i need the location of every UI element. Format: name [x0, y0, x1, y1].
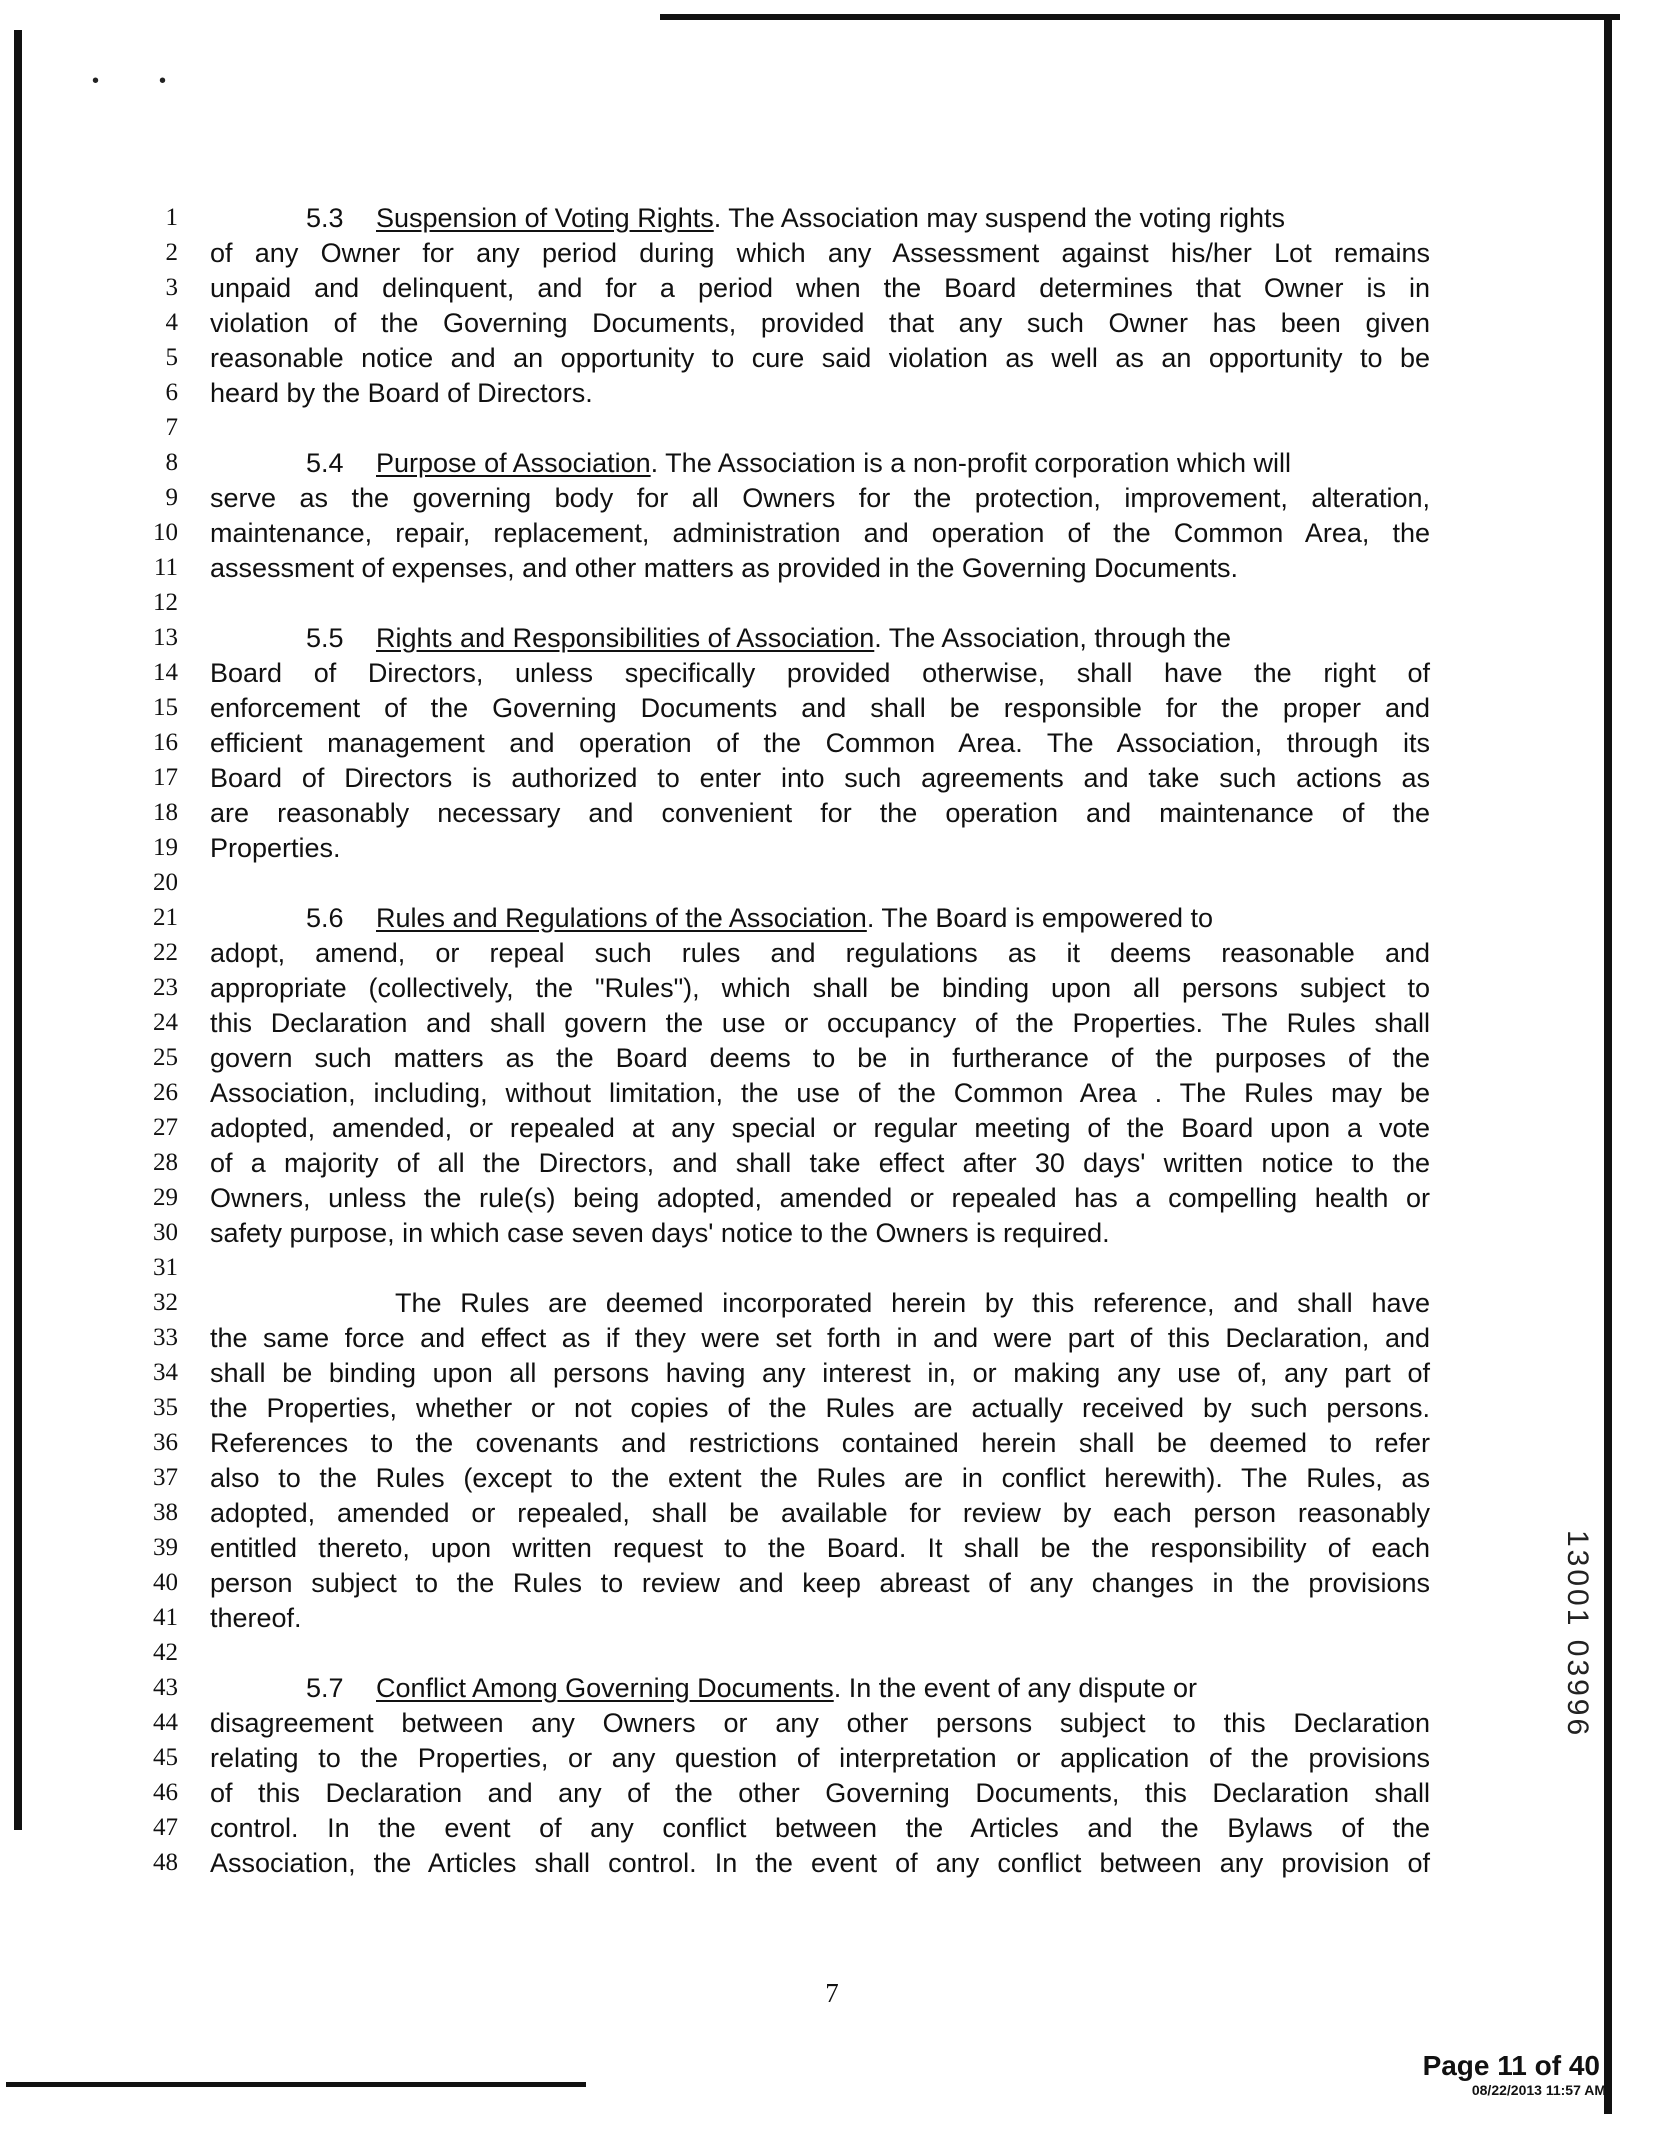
line-number: 34: [153, 1359, 178, 1386]
line-number: 21: [153, 904, 178, 931]
side-stamp-text: 13001 03996: [1561, 1530, 1594, 1739]
line-number: 45: [153, 1744, 178, 1771]
line-number: 47: [153, 1814, 178, 1841]
body-text-line: entitled thereto, upon written request to the Board. It shall be the responsibility of each: [210, 1533, 1430, 1563]
section-heading-line: [210, 900, 1430, 936]
document-line: [0, 1390, 1664, 1426]
document-line: [0, 655, 1664, 691]
line-number: 27: [153, 1114, 178, 1141]
line-number: 10: [153, 519, 178, 546]
line-number: 25: [153, 1044, 178, 1071]
line-number: 6: [165, 379, 178, 406]
side-stamp: [1561, 1530, 1604, 1790]
document-line: [0, 900, 1664, 936]
line-number: 44: [153, 1709, 178, 1736]
body-text-line: shall be binding upon all persons having any interest in, or making any use of, any part of: [210, 1358, 1430, 1388]
line-number: 19: [153, 834, 178, 861]
line-number: 40: [153, 1569, 178, 1596]
line-number: 24: [153, 1009, 178, 1036]
line-number: 26: [153, 1079, 178, 1106]
body-text-line: reasonable notice and an opportunity to cure said violation as well as an opportunity to be: [210, 343, 1430, 373]
line-number: 8: [165, 449, 178, 476]
section-title: Suspension of Voting Rights: [376, 203, 714, 233]
line-number: 31: [153, 1254, 178, 1281]
line-number: 22: [153, 939, 178, 966]
line-number: 46: [153, 1779, 178, 1806]
line-number: 12: [153, 589, 178, 616]
scan-border-bottom: [6, 2082, 586, 2087]
document-line: [0, 970, 1664, 1006]
document-line: [0, 935, 1664, 971]
section-title: Rules and Regulations of the Association: [376, 903, 867, 933]
section-lead-text: . The Association, through the: [874, 623, 1232, 653]
document-line: [0, 200, 1664, 236]
line-number: 20: [153, 869, 178, 896]
section-heading-line: [210, 445, 1430, 481]
body-text-line: appropriate (collectively, the "Rules"), which shall be binding upon all persons subject to: [210, 973, 1430, 1003]
section-heading-line: [210, 620, 1430, 656]
document-line: [0, 585, 1664, 621]
footer-page-label: Page 11 of 40: [1422, 2050, 1600, 2081]
document-line: [0, 1565, 1664, 1601]
document-line: [0, 1215, 1664, 1251]
line-number: 7: [165, 414, 178, 441]
body-text-line: assessment of expenses, and other matters as provided in the Governing Documents.: [210, 553, 1239, 583]
document-line: [0, 515, 1664, 551]
line-number: 3: [165, 274, 178, 301]
line-number: 16: [153, 729, 178, 756]
body-text-line: adopted, amended or repealed, shall be available for review by each person reasonably: [210, 1498, 1430, 1528]
line-number: 4: [165, 309, 178, 336]
document-line: [0, 410, 1664, 446]
document-line: [0, 270, 1664, 306]
footer-timestamp: 08/22/2013 11:57 AM: [1471, 2082, 1606, 2098]
line-number: 1: [165, 204, 178, 231]
document-line: [0, 550, 1664, 586]
document-line: [0, 830, 1664, 866]
document-line: [0, 305, 1664, 341]
line-number: 29: [153, 1184, 178, 1211]
body-text-line: this Declaration and shall govern the use or occupancy of the Properties. The Rules shall: [210, 1008, 1430, 1038]
body-text-line: Association, the Articles shall control. In the event of any conflict between any provision of: [210, 1848, 1430, 1878]
document-line: [0, 725, 1664, 761]
document-line: [0, 1355, 1664, 1391]
document-line: [0, 375, 1664, 411]
section-heading-line: [210, 200, 1430, 236]
line-number: 30: [153, 1219, 178, 1246]
body-text-line: of any Owner for any period during which any Assessment against his/her Lot remains: [210, 238, 1430, 268]
line-number: 28: [153, 1149, 178, 1176]
document-line: [0, 1320, 1664, 1356]
section-number: 5.4: [306, 448, 344, 478]
line-number: 15: [153, 694, 178, 721]
line-number: 32: [153, 1289, 178, 1316]
body-text-line: govern such matters as the Board deems to be in furtherance of the purposes of the: [210, 1043, 1430, 1073]
document-line: [0, 235, 1664, 271]
scan-border-top: [660, 14, 1620, 20]
body-text-line: Properties.: [210, 833, 341, 863]
line-number: 18: [153, 799, 178, 826]
document-line: [0, 1250, 1664, 1286]
document-line: [0, 1180, 1664, 1216]
section-title: Conflict Among Governing Documents: [376, 1673, 834, 1703]
document-line: [0, 1600, 1664, 1636]
document-line: [0, 1845, 1664, 1881]
line-number: 11: [153, 554, 178, 581]
body-text-line: disagreement between any Owners or any other persons subject to this Declaration: [210, 1708, 1430, 1738]
line-number: 48: [153, 1849, 178, 1876]
line-number: 9: [165, 484, 178, 511]
section-title: Purpose of Association: [376, 448, 651, 478]
section-number: 5.7: [306, 1673, 344, 1703]
body-text-line: efficient management and operation of the Common Area. The Association, through its: [210, 728, 1430, 758]
body-text-line: Owners, unless the rule(s) being adopted, amended or repealed has a compelling health or: [210, 1183, 1430, 1213]
document-line: [0, 1775, 1664, 1811]
line-number: 5: [165, 344, 178, 371]
body-text-line: are reasonably necessary and convenient for the operation and maintenance of the: [210, 798, 1430, 828]
line-number: 38: [153, 1499, 178, 1526]
body-text-line: enforcement of the Governing Documents and shall be responsible for the proper and: [210, 693, 1430, 723]
line-number: 23: [153, 974, 178, 1001]
section-lead-text: . The Association may suspend the voting rights: [713, 203, 1286, 233]
line-number: 33: [153, 1324, 178, 1351]
document-line: [0, 480, 1664, 516]
document-line: [0, 1040, 1664, 1076]
section-number: 5.3: [306, 203, 344, 233]
line-number: 42: [153, 1639, 178, 1666]
section-lead-text: . The Board is empowered to: [866, 903, 1214, 933]
section-heading-line: [210, 1670, 1430, 1706]
body-text-line: serve as the governing body for all Owners for the protection, improvement, alteration,: [210, 483, 1430, 513]
body-text-line: safety purpose, in which case seven days' notice to the Owners is required.: [210, 1218, 1110, 1248]
body-text-line: unpaid and delinquent, and for a period when the Board determines that Owner is in: [210, 273, 1430, 303]
body-text-line: References to the covenants and restrictions contained herein shall be deemed to refer: [210, 1428, 1430, 1458]
body-text-line: Board of Directors, unless specifically provided otherwise, shall have the right of: [210, 658, 1430, 688]
body-text-line: also to the Rules (except to the extent the Rules are in conflict herewith). The Rules, as: [210, 1463, 1430, 1493]
document-line: [0, 1810, 1664, 1846]
document-line: [0, 1670, 1664, 1706]
line-number: 37: [153, 1464, 178, 1491]
body-text-line: violation of the Governing Documents, provided that any such Owner has been given: [210, 308, 1430, 338]
document-line: [0, 1495, 1664, 1531]
body-text-line: adopt, amend, or repeal such rules and regulations as it deems reasonable and: [210, 938, 1430, 968]
body-text-line: Board of Directors is authorized to enter into such agreements and take such actions as: [210, 763, 1430, 793]
line-number: 43: [153, 1674, 178, 1701]
document-line: [0, 1075, 1664, 1111]
body-text-line: maintenance, repair, replacement, administration and operation of the Common Area, the: [210, 518, 1430, 548]
line-number: 2: [165, 239, 178, 266]
section-title: Rights and Responsibilities of Association: [376, 623, 875, 653]
section-number: 5.5: [306, 623, 344, 653]
document-line: [0, 620, 1664, 656]
line-number: 13: [153, 624, 178, 651]
document-line: [0, 1425, 1664, 1461]
document-line: [0, 865, 1664, 901]
body-text-line: heard by the Board of Directors.: [210, 378, 593, 408]
document-line: [0, 445, 1664, 481]
document-line: [0, 1460, 1664, 1496]
document-line: [0, 1705, 1664, 1741]
line-number: 36: [153, 1429, 178, 1456]
body-text-line: control. In the event of any conflict between the Articles and the Bylaws of the: [210, 1813, 1430, 1843]
document-line: [0, 1110, 1664, 1146]
body-text-line: the same force and effect as if they were set forth in and were part of this Declaration, and: [210, 1323, 1430, 1353]
document-line: [0, 795, 1664, 831]
document-line: [0, 1635, 1664, 1671]
document-line: [0, 1145, 1664, 1181]
document-line: [0, 760, 1664, 796]
document-line: [0, 1005, 1664, 1041]
body-text-line: the Properties, whether or not copies of the Rules are actually received by such persons.: [210, 1393, 1430, 1423]
body-text-line: person subject to the Rules to review and keep abreast of any changes in the provisions: [210, 1568, 1430, 1598]
page-number: 7: [825, 1978, 839, 2008]
body-text-line: adopted, amended, or repealed at any special or regular meeting of the Board upon a vote: [210, 1113, 1430, 1143]
scan-specks: ••: [92, 70, 227, 92]
document-line: [0, 340, 1664, 376]
line-number: 39: [153, 1534, 178, 1561]
body-text-line: of a majority of all the Directors, and shall take effect after 30 days' written notice to the: [210, 1148, 1430, 1178]
document-line: [0, 1530, 1664, 1566]
line-number: 35: [153, 1394, 178, 1421]
line-number: 14: [153, 659, 178, 686]
section-lead-text: . The Association is a non-profit corporation which will: [650, 448, 1291, 478]
document-line: [0, 1740, 1664, 1776]
section-lead-text: . In the event of any dispute or: [833, 1673, 1197, 1703]
document-line: [0, 690, 1664, 726]
line-number: 17: [153, 764, 178, 791]
line-number: 41: [153, 1604, 178, 1631]
body-text-line: Association, including, without limitation, the use of the Common Area . The Rules may be: [210, 1078, 1430, 1108]
document-line: [0, 1285, 1664, 1321]
body-text-line: of this Declaration and any of the other Governing Documents, this Declaration shall: [210, 1778, 1430, 1808]
body-text-line: relating to the Properties, or any question of interpretation or application of the provisions: [210, 1743, 1430, 1773]
section-number: 5.6: [306, 903, 344, 933]
paragraph-first-line: The Rules are deemed incorporated herein by this reference, and shall have: [395, 1288, 1430, 1318]
body-text-line: thereof.: [210, 1603, 302, 1633]
